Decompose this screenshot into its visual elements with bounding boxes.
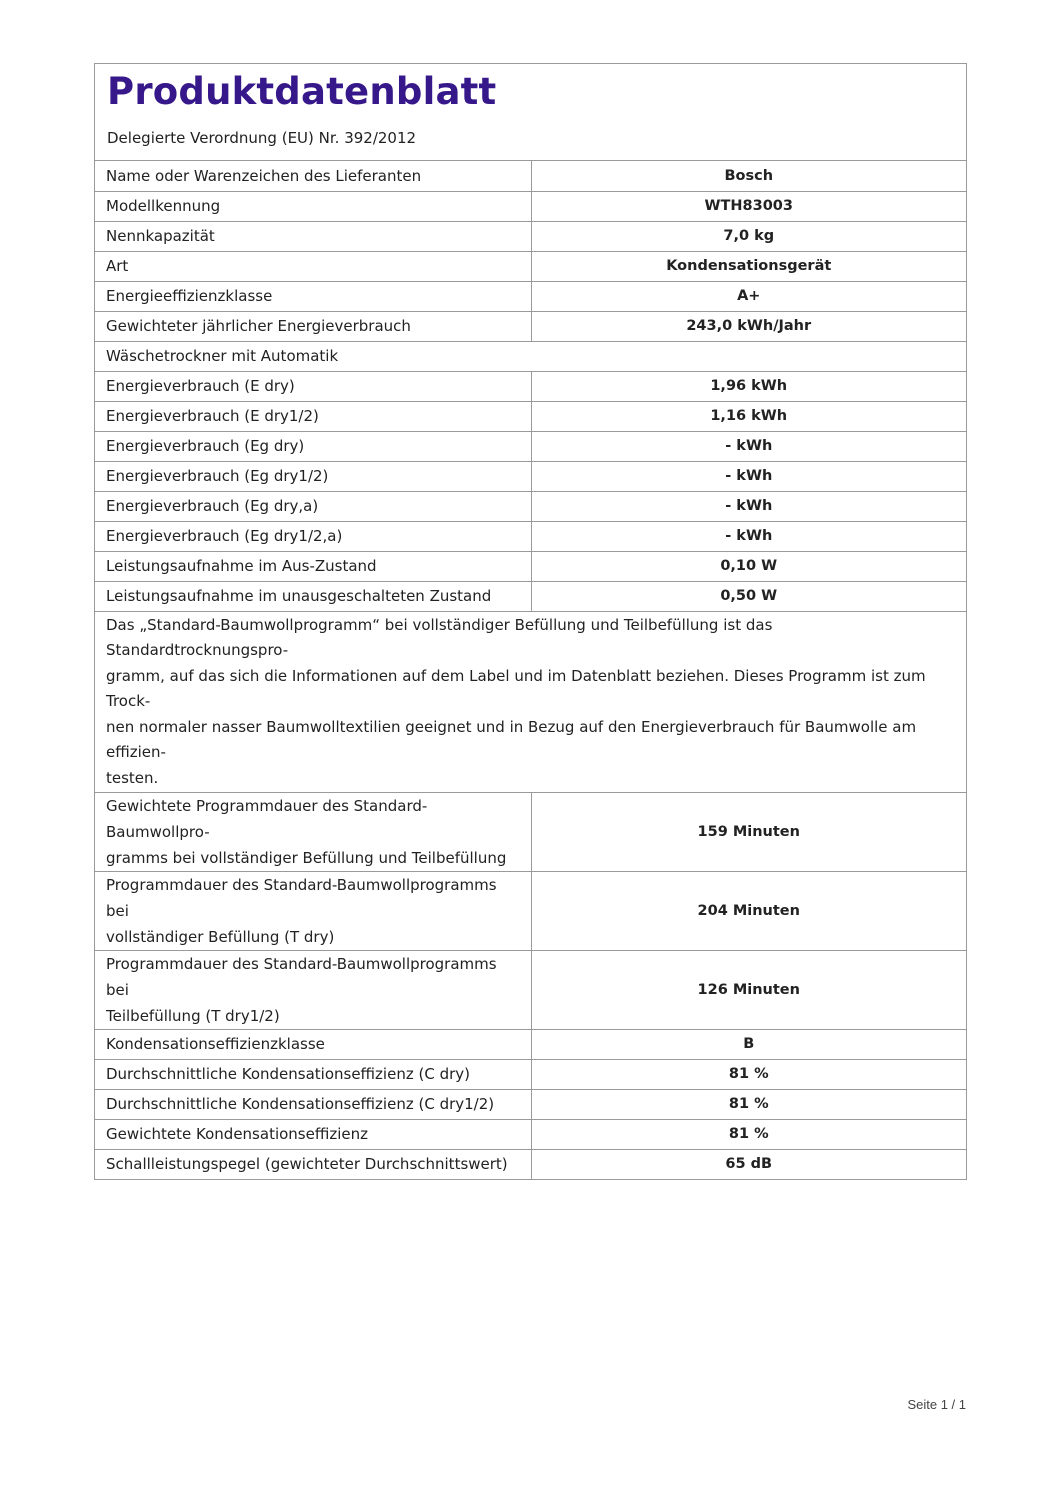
row-value: 81 % [531, 1119, 966, 1149]
row-label: Durchschnittliche Kondensationseffizienz (C dry1/2) [95, 1089, 531, 1119]
table-row [95, 581, 966, 611]
row-value: 65 dB [531, 1149, 966, 1179]
row-label [95, 871, 531, 950]
row-label: Gewichtete Kondensationseffizienz [95, 1119, 531, 1149]
row-value: 126 Minuten [531, 950, 966, 1029]
table-row [95, 221, 966, 251]
row-label-line: Programmdauer des Standard-Baumwollprogramms bei [106, 954, 497, 999]
row-value: - kWh [531, 431, 966, 461]
table-row [95, 1029, 966, 1059]
row-value: 0,10 W [531, 551, 966, 581]
row-value: 81 % [531, 1059, 966, 1089]
row-value: Kondensationsgerät [531, 251, 966, 281]
row-value: - kWh [531, 521, 966, 551]
table-row [95, 521, 966, 551]
row-label-line: vollständiger Befüllung (T dry) [106, 927, 335, 946]
section-heading: Wäschetrockner mit Automatik [95, 341, 966, 371]
row-value: 159 Minuten [531, 792, 966, 871]
page-number: Seite 1 / 1 [907, 1397, 966, 1412]
table-row [95, 401, 966, 431]
row-label: Modellkennung [95, 191, 531, 221]
row-value: WTH83003 [531, 191, 966, 221]
table-row [95, 1149, 966, 1179]
row-label: Leistungsaufnahme im Aus-Zustand [95, 551, 531, 581]
row-label: Energieverbrauch (E dry1/2) [95, 401, 531, 431]
table-row [95, 161, 966, 191]
row-label [95, 792, 531, 871]
note-line: testen. [106, 769, 159, 788]
note-row [95, 611, 966, 792]
table-row [95, 950, 966, 1029]
row-label: Name oder Warenzeichen des Lieferanten [106, 166, 422, 185]
table-row [95, 371, 966, 401]
section-row [95, 341, 966, 371]
table-row [95, 251, 966, 281]
table-row [95, 461, 966, 491]
table-row [95, 551, 966, 581]
table-row [95, 792, 966, 871]
row-label-line: Gewichtete Programmdauer des Standard-Baumwollpro- [106, 796, 428, 841]
row-value: 7,0 kg [531, 221, 966, 251]
row-value: 0,50 W [531, 581, 966, 611]
row-label-line: Programmdauer des Standard-Baumwollprogramms bei [106, 875, 497, 920]
regulation-reference: Delegierte Verordnung (EU) Nr. 392/2012 [107, 129, 417, 147]
row-label: Energieverbrauch (Eg dry,a) [95, 491, 531, 521]
table-row [95, 311, 966, 341]
row-value: 204 Minuten [531, 871, 966, 950]
note-line: gramm, auf das sich die Informationen auf dem Label und im Datenblatt beziehen. Dieses Programm ist zum Trock- [106, 666, 926, 711]
row-value: - kWh [531, 461, 966, 491]
table-row [95, 191, 966, 221]
table-row [95, 1119, 966, 1149]
page-title: Produktdatenblatt [107, 70, 497, 113]
table-row [95, 871, 966, 950]
row-label: Durchschnittliche Kondensationseffizienz (C dry) [95, 1059, 531, 1089]
row-value: Bosch [531, 161, 966, 191]
table-row [95, 281, 966, 311]
row-value: 1,96 kWh [531, 371, 966, 401]
note-line: Das „Standard-Baumwollprogramm“ bei vollständiger Befüllung und Teilbefüllung ist das Standardtrocknungspro- [106, 615, 773, 660]
row-value: B [531, 1029, 966, 1059]
standard-program-note [95, 611, 966, 792]
row-value: 81 % [531, 1089, 966, 1119]
row-label [95, 950, 531, 1029]
row-label: Energieeffizienzklasse [95, 281, 531, 311]
row-value: - kWh [531, 491, 966, 521]
row-label: Leistungsaufnahme im unausgeschalteten Zustand [95, 581, 531, 611]
row-label-line: gramms bei vollständiger Befüllung und Teilbefüllung [106, 848, 507, 867]
row-label: Energieverbrauch (Eg dry1/2) [95, 461, 531, 491]
table-row [95, 491, 966, 521]
row-label: Art [95, 251, 531, 281]
row-label: Energieverbrauch (E dry) [95, 371, 531, 401]
sheet-header [95, 64, 966, 161]
product-data-sheet [94, 63, 967, 1180]
table-row [95, 431, 966, 461]
row-label: Nennkapazität [95, 221, 531, 251]
row-label: Energieverbrauch (Eg dry1/2,a) [95, 521, 531, 551]
note-line: nen normaler nasser Baumwolltextilien geeignet und in Bezug auf den Energieverbrauch für Baumwolle am effizien- [106, 717, 917, 762]
row-value: 1,16 kWh [531, 401, 966, 431]
row-label-line: Teilbefüllung (T dry1/2) [106, 1006, 280, 1025]
row-label: Kondensationseffizienzklasse [95, 1029, 531, 1059]
data-table [95, 161, 966, 1179]
row-label: Schallleistungspegel (gewichteter Durchschnittswert) [95, 1149, 531, 1179]
table-row [95, 1089, 966, 1119]
row-value: 243,0 kWh/Jahr [531, 311, 966, 341]
table-row [95, 1059, 966, 1089]
row-label: Gewichteter jährlicher Energieverbrauch [95, 311, 531, 341]
row-value: A+ [531, 281, 966, 311]
row-label: Energieverbrauch (Eg dry) [95, 431, 531, 461]
